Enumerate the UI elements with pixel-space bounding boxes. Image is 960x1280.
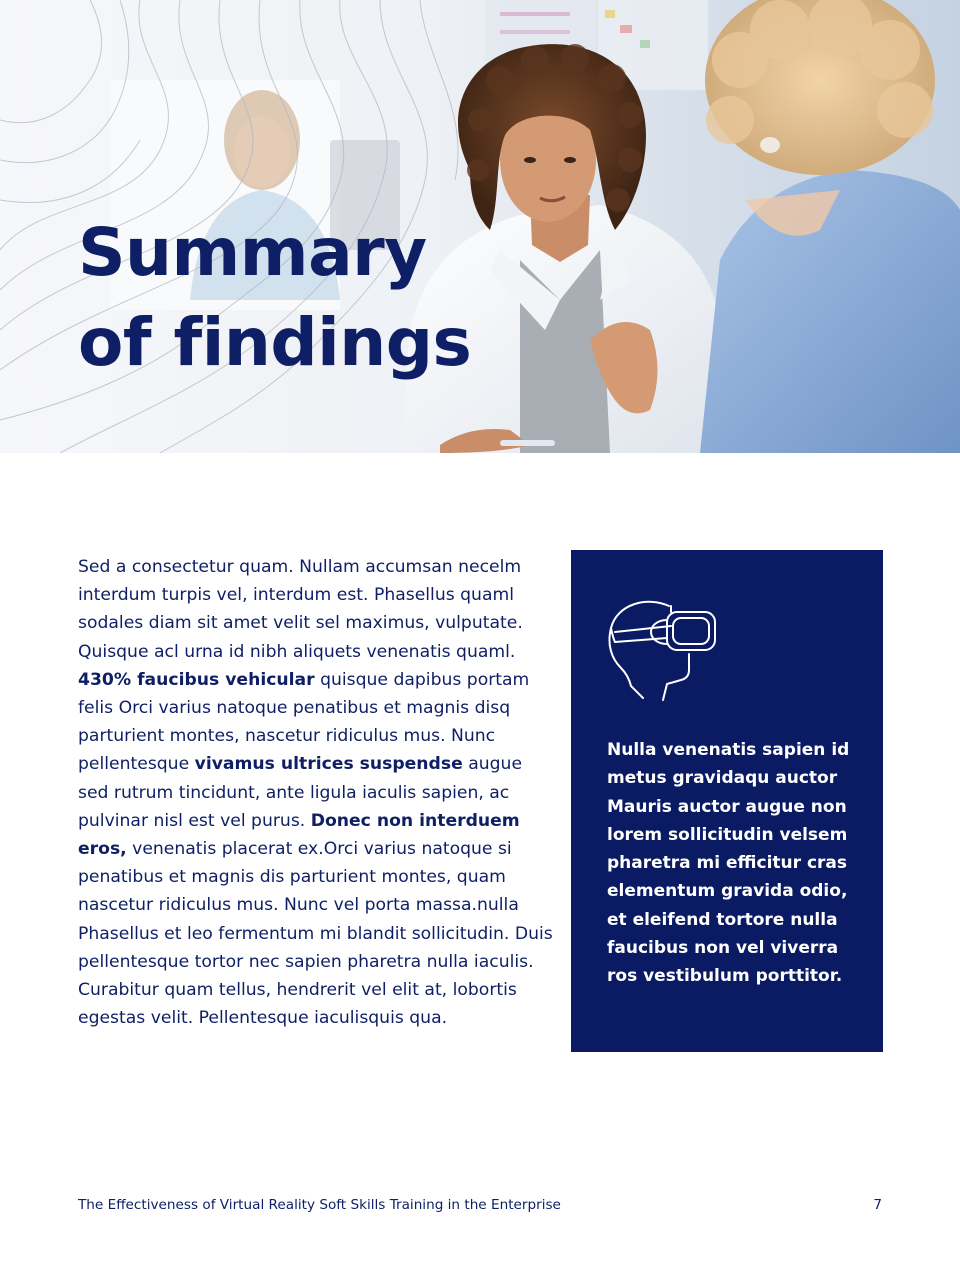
page-title-line2: of findings — [78, 304, 472, 381]
body-text-segment: Sed a consectetur quam. Nullam accumsan necelm interdum turpis vel, interdum est. Phasellus quaml sodales diam sit amet velit sel maximus, vulputate. Quisque acl urna id nibh aliquets venenatis quaml. — [78, 557, 523, 662]
callout-box — [571, 550, 883, 1052]
body-paragraph — [78, 553, 553, 1032]
page-number: 7 — [873, 1197, 882, 1213]
vr-headset-icon — [607, 598, 719, 702]
page-title-line1: Summary — [78, 214, 427, 291]
page-title — [78, 208, 471, 388]
body-text-segment: augue sed rutrum tincidunt, ante ligula iaculis sapien, ac pulvinar nisl est vel purus. — [78, 754, 523, 831]
hero-banner — [0, 0, 960, 453]
body-bold-highlight: Donec non interduem eros, — [78, 810, 520, 860]
body-text-segment: quisque dapibus portam felis Orci varius natoque penatibus et magnis disq parturient montes, nascetur ridiculus mus. Nunc pellentesque — [78, 669, 530, 775]
callout-text: Nulla venenatis sapien id metus gravidaqu auctor Mauris auctor augue non lorem sollicitudin velsem pharetra mi efficitur cras elementum gravida odio, et eleifend tortore nulla faucibus non vel viverra ros vestibulum porttitor. — [607, 740, 850, 987]
body-bold-highlight: vivamus ultrices suspendse — [194, 754, 463, 775]
body-text-segment: venenatis placerat ex.Orci varius natoque si penatibus et magnis dis parturient montes, quam nascetur ridiculus mus. Nunc vel porta massa.nulla Phasellus et leo fermentum mi blandit sollicitudin. Duis pellentesque tortor nec sapien pharetra nulla iaculis. Curabitur quam tellus, hendrerit vel elit at, lobortis egestas velit. Pellentesque iaculisquis qua. — [78, 839, 553, 1029]
footer-document-title: The Effectiveness of Virtual Reality Soft Skills Training in the Enterprise — [78, 1197, 561, 1213]
body-bold-highlight: 430% faucibus vehicular — [78, 669, 315, 690]
